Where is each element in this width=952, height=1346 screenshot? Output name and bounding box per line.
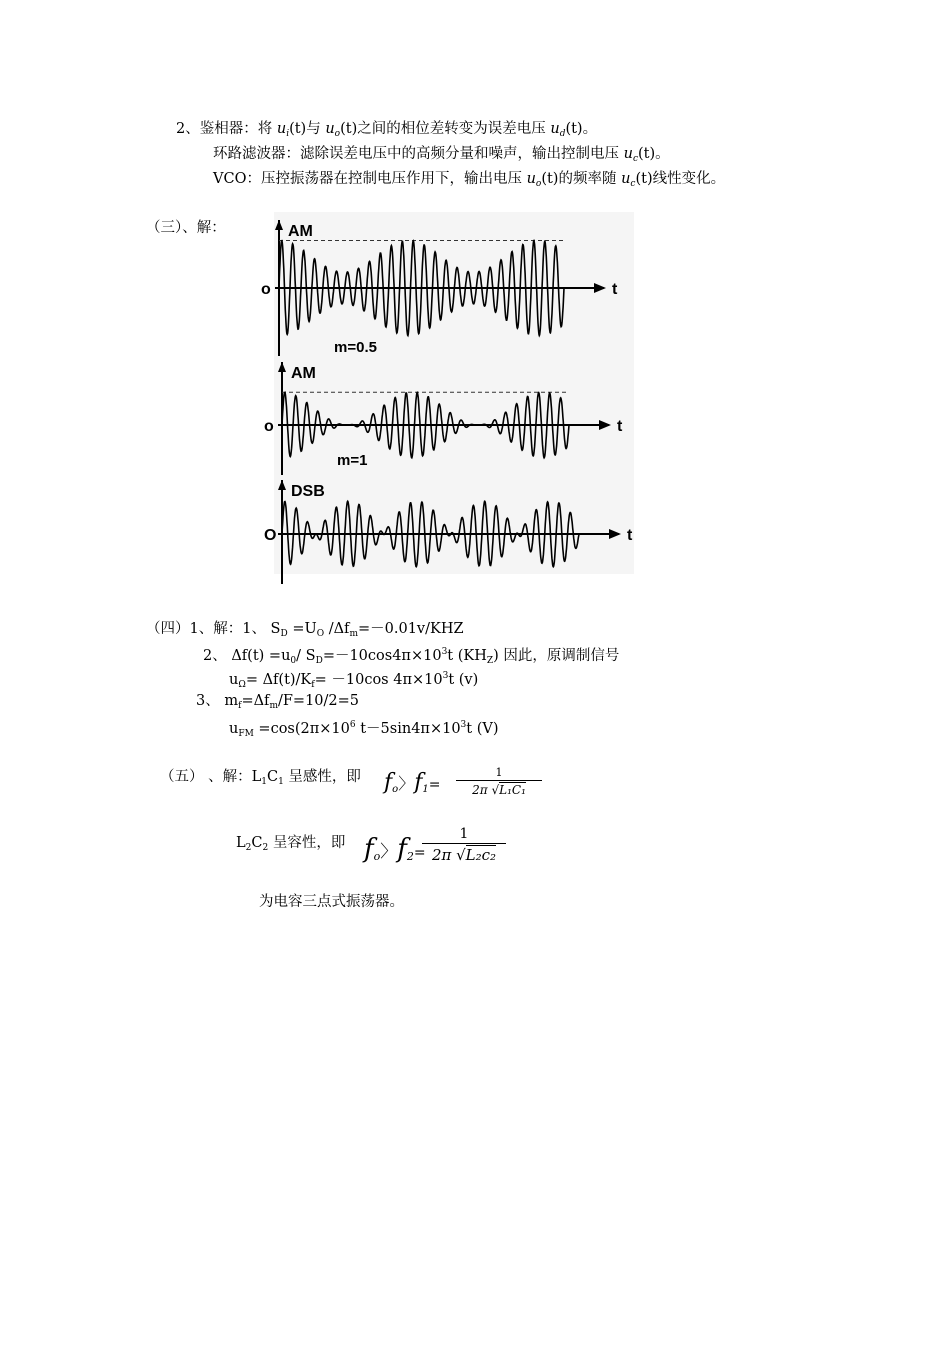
formula2-fraction: $\frac{1}{\text{2π √L₂c₂}}$: [422, 826, 506, 864]
panel3-axis-label: t: [627, 527, 633, 544]
s5-line1: （五） 、解：$L_1C_1$ 呈感性，即: [160, 769, 361, 787]
s2-line-loop-filter: 环路滤波器：滤除误差电压中的高频分量和噪声，输出控制电压 $u_c(t)$。: [213, 146, 670, 164]
s4-line4: 3、 $m_f=\Delta f_m/F=10/2=5$: [196, 693, 360, 711]
s2-line-vco: VCO：压控振荡器在控制电压作用下，输出电压 $u_o(t)$的频率随 $u_c(t)$线性变化。: [213, 171, 726, 189]
s4-line5: $u_{FM} =\cos(2\pi\times 10^6$ $t-5\sin 4\pi\times 10^3t$ (V): [229, 720, 499, 739]
s3-label: （三）、解：: [146, 220, 226, 236]
panel2-title: AM: [291, 365, 316, 382]
panel3-y-arrow: [278, 480, 286, 490]
formula1-fraction: $\frac{1}{\text{2π √L₁C₁}}$: [456, 766, 542, 797]
formula2-lhs: $f_o$〉$f_2=$: [364, 834, 426, 864]
waveform-svg: [261, 212, 634, 574]
panel1-caption: m=0.5: [334, 339, 377, 356]
s4-line3: $u_\Omega= \Delta f(t)/K_f= -10\cos$ $4\pi\times 10^3t$ (v): [229, 671, 479, 690]
panel2-caption: m=1: [337, 452, 368, 469]
panel1-origin-label: o: [261, 281, 271, 298]
waveform-figure: [261, 212, 634, 574]
panel2-x-arrow: [599, 420, 611, 430]
panel2-axis-label: t: [617, 418, 623, 435]
panel3-x-arrow: [609, 529, 621, 539]
panel2-y-arrow: [278, 362, 286, 372]
panel3-title: DSB: [291, 483, 325, 500]
s5-line2: $L_2C_2$ 呈容性，即: [236, 835, 346, 853]
s2-line-phase-detector: 2、鉴相器：将 $u_i(t)$与 $u_o(t)$之间的相位差转变为误差电压 $u_d(t)$。: [176, 121, 598, 139]
panel1-title: AM: [288, 223, 313, 240]
panel1-y-arrow: [275, 220, 283, 230]
formula1-lhs: $f_o$〉$f_1=$: [384, 770, 441, 795]
s4-line2: 2、 $\Delta f(t) =u_0/$ $S_D=-10\cos 4\pi\times 10^3t$ $(KH_Z)$ 因此，原调制信号: [203, 647, 620, 666]
panel1-x-arrow: [594, 283, 606, 293]
panel1-axis-label: t: [612, 281, 618, 298]
panel3-origin-label: O: [264, 527, 277, 544]
s5-conclusion: 为电容三点式振荡器。: [259, 894, 404, 910]
s4-line1: （四）1、解：1、 $S_D =U_O$ $/\Delta f_m=-0.01v$/KHZ: [146, 621, 464, 639]
panel2-origin-label: o: [264, 418, 274, 435]
